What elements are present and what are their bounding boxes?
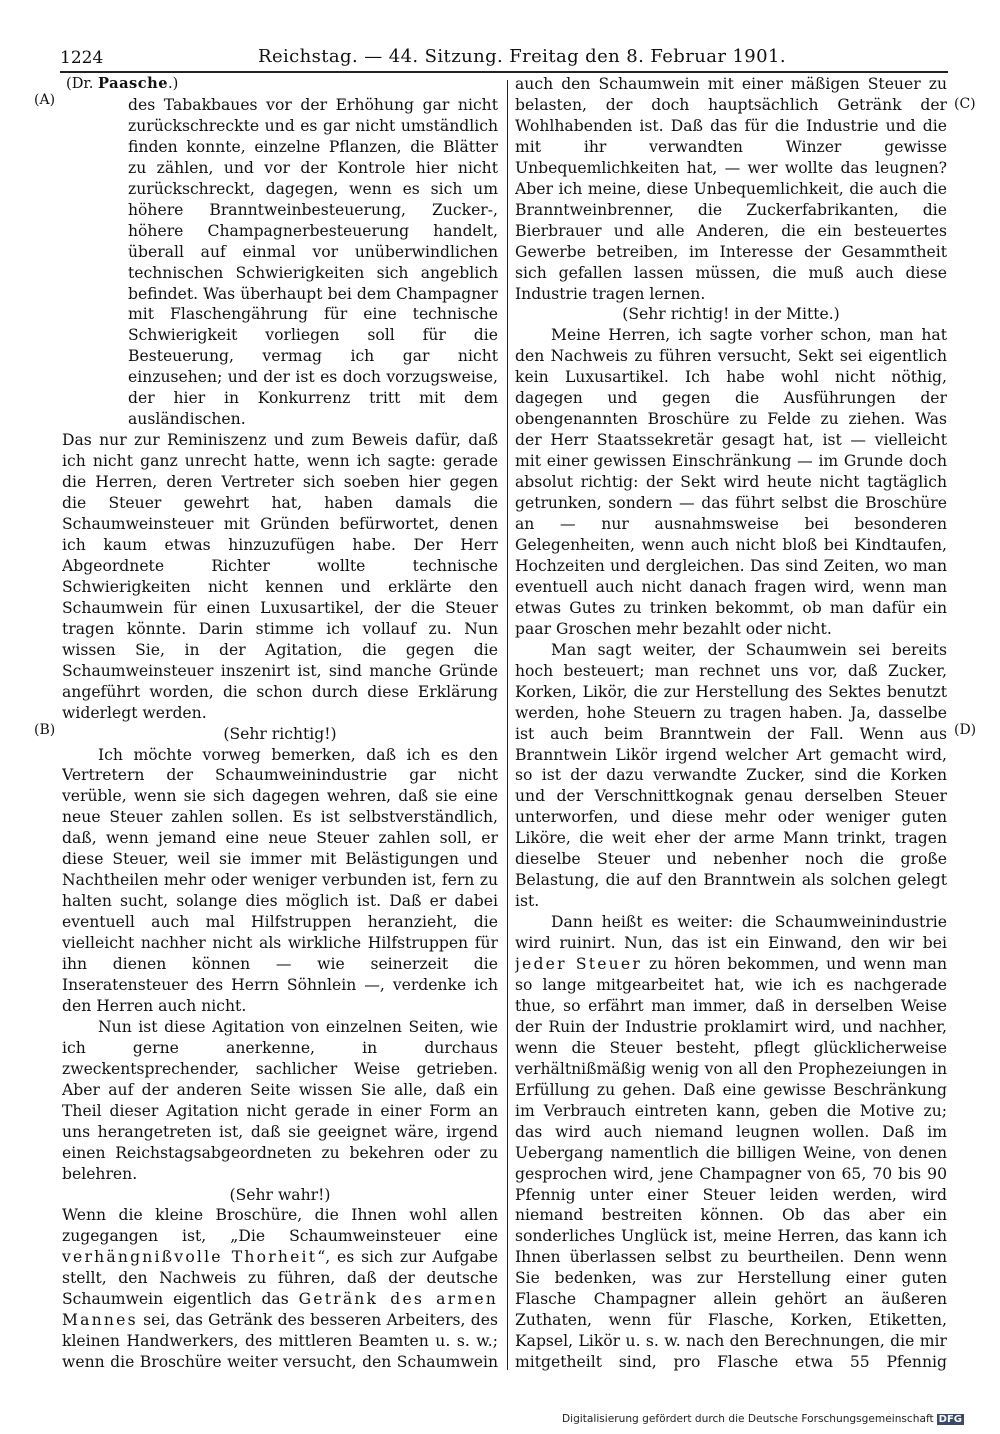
speaker-line — [62, 74, 498, 95]
paragraph: des Tabakbaues vor der Erhöhung gar nicht zurückschreckte und es gar nicht umständlich finden konnte, einzelne Pflanzen, die Blätter zu zählen, und vor der Kontrole hier nicht zurückschreckt, dagegen, wenn es sich um höhere Branntweinbesteuerung, Zucker-, höhere Champagnerbesteuerung handelt, überall auf einmal vor unüberwindlichen technischen Schwierigkeiten sich angeblich befindet. Was überhaupt bei dem Champagner mit Flaschengährung für eine technische Schwierigkeit vorliegen soll für die Besteuerung, vermag ich gar nicht einzusehen; und der ist es doch vorzugsweise, der hier in Konkurrenz tritt mit dem ausländischen. — [128, 95, 498, 429]
right-column — [515, 74, 947, 1374]
interjection: (Sehr richtig! in der Mitte.) — [622, 305, 840, 324]
page-number: 1224 — [60, 48, 104, 68]
spaced-emphasis: Getränk des armen Mannes — [62, 1290, 498, 1330]
running-title: Reichstag. — 44. Sitzung. Freitag den 8. Februar 1901. — [258, 46, 786, 67]
speaker-name: Paasche — [98, 75, 169, 92]
paragraph — [62, 1205, 498, 1374]
paragraph — [515, 912, 947, 1374]
interjection: (Sehr wahr!) — [229, 1185, 331, 1204]
text-run: Wenn die kleine Broschüre, die Ihnen wohl allen zugegangen ist, „Die Schaumweinsteuer eine — [62, 1206, 498, 1246]
funding-footer — [562, 1413, 964, 1425]
paragraph: Das nur zur Reminiszenz und zum Beweis dafür, daß ich nicht ganz unrecht hatte, wenn ich sagte: gerade die Herren, deren Vertreter sich soeben hier gegen die Steuer gewehrt hat, haben damals die Schaumweinsteuer mit Gründen befürwortet, denen ich kaum etwas hinzuzufügen habe. Der Herr Abgeordnete Richter wollte technische Schwierigkeiten nicht kennen und erklärte den Schaumwein für einen Luxusartikel, der die Steuer tragen könnte. Darin stimme ich vollauf zu. Nun wissen Sie, in der Agitation, die gegen die Schaumweinsteuer inszenirt ist, sind manche Gründe angeführt worden, die schon durch diese Erklärung widerlegt werden. — [62, 431, 498, 722]
paragraph: Man sagt weiter, der Schaumwein sei bereits hoch besteuert; man rechnet uns vor, daß Zucker, Korken, Likör, die zur Herstellung des Sektes benutzt werden, hohe Steuern zu tragen haben. Ja, dasselbe ist auch beim Branntwein der Fall. Wenn aus Branntwein Likör irgend welcher Art gemacht wird, so ist der dazu verwandte Zucker, sind die Korken und der Verschnittkognak genau derselben Steuer unterworfen, und diese mehr oder weniger guten Liköre, die weit eher der arme Mann trinkt, tragen dieselbe Steuer und nebenher noch die große Belastung, die auf den Branntwein als solchen gelegt ist. — [515, 640, 947, 911]
text-run: Dann heißt es weiter: die Schaumweinindustrie wird ruinirt. Nun, das ist ein Einwand, den wir bei — [515, 913, 947, 953]
spaced-emphasis: jeder Steuer — [515, 955, 643, 974]
interjection: (Sehr richtig!) — [223, 724, 337, 743]
margin-mark-d: (D) — [954, 722, 977, 738]
page-header — [60, 42, 948, 72]
text-run: zu hören bekommen, und wenn man so lange mitgearbeitet hat, wie ich es nachgerade thue, so erfährt man immer, daß in derselben Weise der Ruin der Industrie proklamirt wird, und nachher, wenn die Steuer besteht, pflegt glücklicherweise verhältnißmäßig wenig von all den Prophezeiungen in Erfüllung zu gehen. Daß eine gewisse Beschränkung im Verbrauch eintreten kann, geben die Motive zu; das wird auch niemand leugnen wollen. Daß im Uebergang namentlich die billigen Weine, von denen gesprochen wird, jene Champagner von 65, 70 bis 90 Pfennig unter einer Steuer leiden werden, wird niemand bestreiten können. Ob das aber ein sonderliches Unglück ist, meine Herren, das kann ich Ihnen überlassen selbst zu beurtheilen. Denn wenn Sie bedenken, was zur Herstellung einer guten Flasche Champagner allein gehört an äußeren Zuthaten, wenn für Flasche, Korken, Etiketten, Kapsel, Likör u. s. w. nach den Berechnungen, die mir mitgetheilt sind, pro Flasche etwa 55 Pfennig — [515, 955, 947, 1372]
margin-mark-b: (B) — [34, 722, 56, 738]
header-rule — [60, 71, 948, 73]
speaker-suffix: .) — [168, 75, 179, 92]
text-run: “, es sich zur Aufgabe stellt, den Nachweis zu führen, daß der deutsche Schaumwein eigentlich das — [62, 1248, 498, 1309]
margin-mark-c: (C) — [954, 96, 976, 112]
margin-mark-a: (A) — [34, 92, 56, 108]
paragraph: auch den Schaumwein mit einer mäßigen Steuer zu belasten, der doch hauptsächlich Getränk der Wohlhabenden ist. Daß das für die Industrie und die mit ihr verwandten Winzer gewisse Unbequemlichkeiten hat, — wer wollte das leugnen? Aber ich meine, diese Unbequemlichkeit, die auch die Branntweinbrenner, die Zuckerfabrikanten, die Bierbrauer und alle Anderen, die ein besteuertes Gewerbe betreiben, im Interesse der Gesammtheit sich gefallen lassen müssen, die muß auch diese Industrie tragen lernen. — [515, 75, 947, 303]
text-run: sei, das Getränk des besseren Arbeiters, des kleinen Handwerkers, des mittleren Beamten u. s. w.; wenn die Broschüre weiter versucht, den Schaumwein — [62, 1311, 498, 1372]
speaker-prefix: (Dr. — [66, 75, 99, 92]
spaced-emphasis: verhängnißvolle Thorheit — [62, 1248, 318, 1267]
paragraph: Nun ist diese Agitation von einzelnen Seiten, wie ich gerne anerkenne, in durchaus zweckentsprechender, sachlicher Weise getrieben. Aber auf der anderen Seite wissen Sie alle, daß ein Theil dieser Agitation nicht gerade in einer Form an uns herangetreten ist, daß sie geeignet wäre, irgend einen Reichstagsabgeordneten zu bekehren oder zu belehren. — [62, 1017, 498, 1183]
left-column — [62, 74, 498, 1374]
dfg-logo: DFG — [938, 1414, 962, 1425]
footer-text: Digitalisierung gefördert durch die Deutsche Forschungsgemeinschaft — [561, 1413, 934, 1425]
paragraph: Meine Herren, ich sagte vorher schon, man hat den Nachweis zu führen versucht, Sekt sei eigentlich kein Luxusartikel. Ich habe wohl nicht nöthig, dagegen und gegen die Ausführungen der obengenannten Broschüre zu Felde zu ziehen. Was der Herr Staatssekretär gesagt hat, ist — vielleicht mit einer gewissen Einschränkung — im Grunde doch absolut richtig: der Sekt wird heute nicht tagtäglich getrunken, sondern — das führt selbst die Broschüre an — nur ausnahmsweise bei besonderen Gelegenheiten, wenn auch nicht bloß bei Kindtaufen, Hochzeiten und dergleichen. Das sind Zeiten, wo man eventuell auch nicht danach fragen wird, wenn man etwas Gutes zu trinken bekommt, ob man dafür ein paar Groschen mehr bezahlt oder nicht. — [515, 326, 947, 638]
column-divider — [507, 80, 508, 1370]
paragraph: Ich möchte vorweg bemerken, daß ich es den Vertretern der Schaumweinindustrie gar nicht verüble, wenn sie sich dagegen wehren, daß sie eine neue Steuer zahlen sollen. Es ist selbstverständlich, daß, wenn jemand eine neue Steuer zahlen soll, er diese Steuer, weil sie immer mit Belästigungen und Nachtheilen mehr oder weniger verbunden ist, fern zu halten sucht, solange dies möglich ist. Daß er dabei eventuell auch mal Hilfstruppen heranzieht, die vielleicht nachher nicht als wirkliche Hilfstruppen für ihn dienen können — wie seinerzeit die Inseratensteuer des Herrn Söhnlein —, verdenke ich den Herren auch nicht. — [62, 745, 498, 1015]
